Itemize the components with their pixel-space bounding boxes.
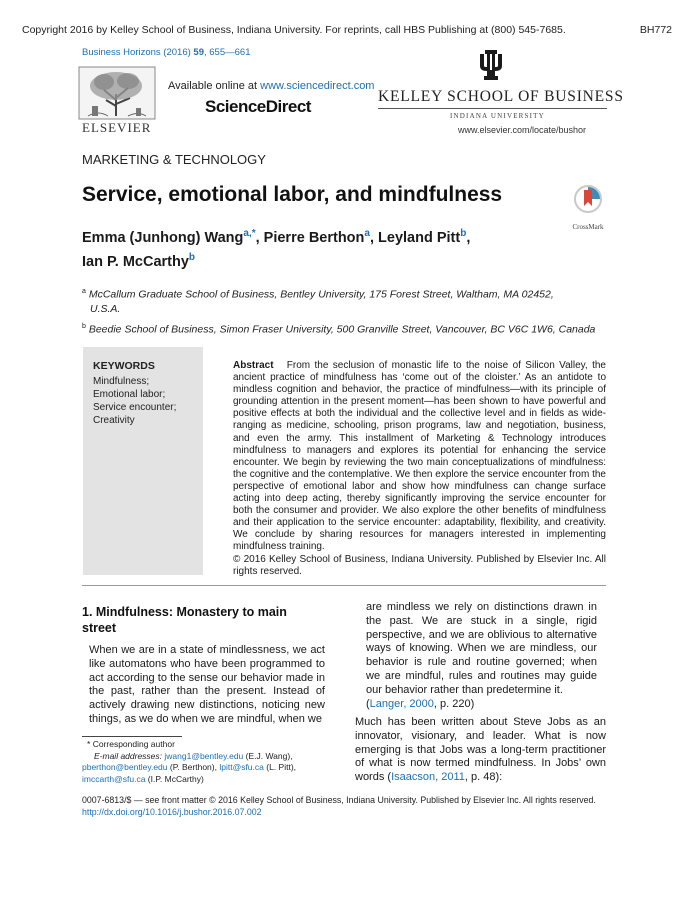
quote-text: are mindless we rely on distinctions drawn in the past. We are stuck in a single, rigid perspective, and we are oblivious to alternative ways of knowing. When we are mindless, our behavior is rule and routine governed; when we are mindful, rules and routines may guide our behavior rather than predetermine it. — [366, 601, 597, 696]
affiliation-mark: a — [82, 288, 86, 295]
iu-trident-icon — [476, 48, 506, 82]
affiliation-a-cont — [82, 302, 602, 316]
sciencedirect-logo: ScienceDirect — [205, 97, 311, 116]
body-paragraph: When we are in a state of mindlessness, we act like automatons who have been programmed to act according to the sense our behavior made in the past, rather than the present. Instead of actively drawing new distinctions, noticing new things, as we do when we are mindful, when we — [89, 644, 325, 725]
email-link[interactable]: pberthon@bentley.edu — [82, 762, 168, 772]
author-name: Ian P. McCarthy — [82, 253, 189, 270]
quote-cite-open: ( — [366, 697, 370, 710]
abstract-text: From the seclusion of monastic life to the noise of Silicon Valley, the ancient practice of mindfulness has ‘come out of the cloister.’ As an antidote to mindless cognition and behavior, the practice of mindfulness—with its principle of grounding attention in the present moment—has been shown to have powerful and positive effects at both the individual and the collective level and in fields as wide-ranging as medicine, schooling, prison programs, law and negotiation, business, and even the army. This installment of Marketing & Technology introduces mindfulness to managers and explores its potential for enhancing the service encounter. We begin by reviewing the two main conceptualizations of mindfulness: the cognitive and the contemplative. We then explore the service encounter from the perspective of emotional labor and show how mindfulness can change surface acting into deep acting, thereby significantly improving the service encounter for both the consumer and provider. We also explore the other benefits of mindfulness and their application to the service encounter: adaptability, flexibility, and creativity. We conclude by sharing resources for managers interested in implementing mindfulness training. — [233, 360, 606, 553]
author-affil-link[interactable]: a,* — [243, 228, 256, 239]
copyright-notice: Copyright 2016 by Kelley School of Business, Indiana University. For reprints, call HBS Publishing at (800) 545-7685. — [22, 24, 566, 36]
keyword-item: Creativity — [93, 415, 135, 426]
kelley-school-name: KELLEY SCHOOL OF BUSINESS — [378, 88, 624, 105]
citation-link[interactable]: Isaacson, 2011 — [391, 771, 465, 784]
issn-line: 0007-6813/$ — see front matter © 2016 Kelley School of Business, Indiana University. Published by Elsevier Inc. All rights reserved. — [82, 795, 596, 805]
author-name: Leyland Pitt — [378, 229, 461, 246]
citation-link[interactable]: Langer, 2000 — [369, 697, 434, 710]
affiliation-b — [82, 320, 602, 337]
affiliation-text: McCallum Graduate School of Business, Bentley University, 175 Forest Street, Waltham, MA 02452, — [88, 288, 554, 301]
email-line-2 — [82, 762, 332, 774]
block-quote — [366, 601, 597, 711]
affiliation-a — [82, 285, 602, 302]
email-owner: (I.P. McCarthy) — [145, 773, 204, 784]
section-label: MARKETING & TECHNOLOGY — [82, 152, 266, 167]
journal-pages: , 655—661 — [204, 47, 251, 58]
author-name: Pierre Berthon — [263, 229, 365, 246]
email-line-1 — [82, 751, 332, 763]
author-separator: , — [466, 229, 471, 246]
email-owner: (L. Pitt), — [263, 762, 297, 772]
document-code: BH772 — [639, 24, 672, 36]
crossmark-icon — [566, 184, 610, 218]
journal-volume: 59 — [193, 47, 204, 58]
email-owner: (P. Berthon), — [167, 762, 220, 772]
author-separator: , — [369, 229, 379, 246]
keyword-item: Service encounter; — [93, 402, 177, 413]
abstract-bottom-rule — [82, 585, 606, 586]
affiliation-text: U.S.A. — [90, 302, 121, 315]
affiliation-text: Beedie School of Business, Simon Fraser University, 500 Granville Street, Vancouver, BC V6C 1W6, Canada — [88, 323, 596, 335]
crossmark-badge[interactable] — [566, 184, 610, 231]
author-line-2 — [82, 248, 542, 272]
author-line-1 — [82, 224, 542, 248]
sciencedirect-link[interactable]: www.sciencedirect.com — [260, 80, 375, 92]
author-affil-link[interactable]: b — [188, 251, 196, 263]
abstract-copyright: © 2016 Kelley School of Business, Indiana University. Published by Elsevier Inc. All rights reserved. — [233, 553, 606, 577]
crossmark-label: CrossMark — [572, 223, 604, 231]
kelley-divider — [378, 108, 607, 109]
footnotes — [82, 739, 332, 785]
keywords-heading: KEYWORDS — [93, 360, 155, 372]
journal-homepage-link[interactable]: www.elsevier.com/locate/bushor — [458, 125, 587, 135]
email-owner: (E.J. Wang), — [243, 750, 293, 761]
journal-name: Business Horizons (2016) — [82, 47, 191, 58]
doi-link[interactable]: http://dx.doi.org/10.1016/j.bushor.2016.07.002 — [82, 806, 262, 817]
emails-label: E-mail addresses: — [94, 750, 165, 761]
body-paragraph — [355, 716, 606, 785]
footnote-star: * — [87, 739, 91, 749]
author-separator: , — [255, 229, 264, 246]
available-online — [168, 80, 374, 92]
elsevier-wordmark: ELSEVIER — [82, 120, 152, 135]
journal-citation[interactable] — [82, 47, 250, 58]
author-affil-link[interactable]: b — [460, 228, 467, 239]
section-heading: 1. Mindfulness: Monastery to main street — [82, 605, 287, 635]
email-link[interactable]: lpitt@sfu.ca — [219, 762, 264, 772]
corresponding-label: Corresponding author — [92, 739, 175, 749]
keywords-list — [93, 375, 176, 427]
corresponding-author-note — [82, 739, 332, 751]
email-line-3 — [82, 774, 332, 786]
paragraph-text: Much has been written about Steve Jobs as an innovator, visionary, and leader. What is now emerging is that Jobs was a long-term practitioner of what is now termed mindfulness. In Jobs’ own words — [355, 716, 606, 784]
affiliations — [82, 285, 602, 336]
para-cite-tail: , p. 48): — [464, 771, 503, 784]
email-link[interactable]: jwang1@bentley.edu — [164, 750, 244, 761]
article-title: Service, emotional labor, and mindfulness — [82, 183, 503, 206]
affiliation-mark: b — [82, 322, 86, 330]
keyword-item: Emotional labor; — [93, 389, 166, 400]
author-list — [82, 224, 542, 272]
para-cite-open: ( — [387, 771, 392, 784]
email-link[interactable]: imccarth@sfu.ca — [82, 773, 146, 784]
author-name: Emma (Junhong) Wang — [82, 229, 244, 246]
available-prefix: Available online at — [168, 80, 261, 92]
indiana-university: INDIANA UNIVERSITY — [450, 112, 545, 120]
author-affil-link[interactable]: a — [364, 228, 370, 239]
quote-cite-tail: , p. 220) — [433, 697, 475, 710]
keyword-item: Mindfulness; — [93, 376, 150, 387]
abstract-label: Abstract — [233, 360, 274, 371]
page-footer — [82, 795, 612, 818]
abstract — [233, 360, 606, 578]
footnote-divider — [82, 736, 182, 737]
